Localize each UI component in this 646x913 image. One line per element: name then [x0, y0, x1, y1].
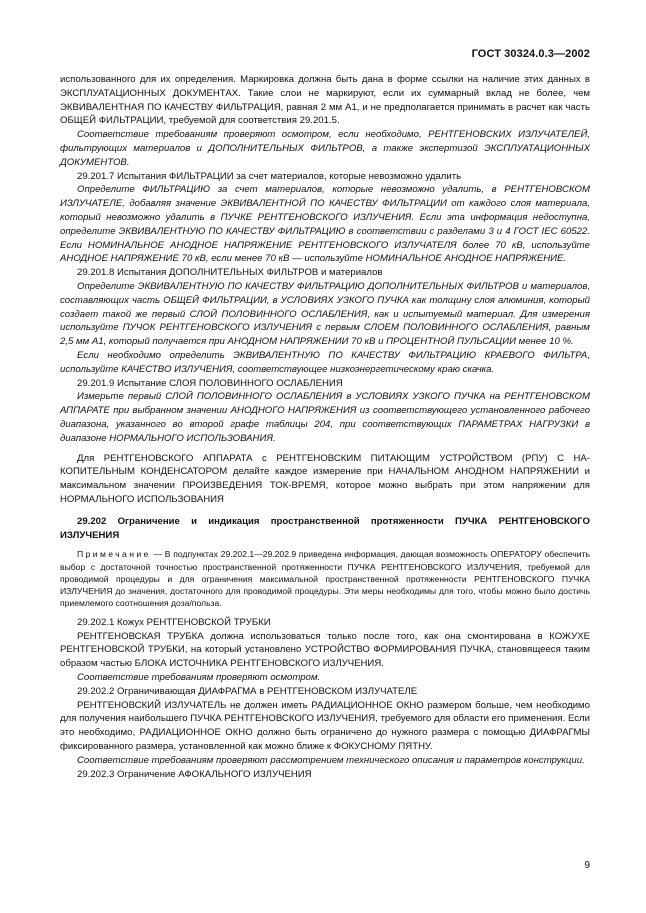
standard-header: ГОСТ 30324.0.3—2002: [471, 48, 590, 60]
note-text: — В подпунктах 29.202.1—29.202.9 приведена информация, дающая возможность ОПЕРАТОРУ обеспечить выбор с достаточной точностью пространственной протяженности ПУЧКА РЕНТГЕНОВСКОГО ИЗЛУЧЕНИЯ, требуемой для проводимой процедуры и для ограничения максимальной пространственной протяженности РЕНТГЕНОВСКОГО ПУЧКА ИЗЛУЧЕНИЯ до значения, достаточного для проводимой процедуры. Эти меры необходимы для того, чтобы можно было достичь приемлемого соотношения доза/польза.: [60, 549, 590, 609]
clause-29-201-8: 29.201.8 Испытания ДОПОЛНИТЕЛЬНЫХ ФИЛЬТРОВ и материалов: [77, 267, 383, 279]
section-heading-29-202: 29.202 Ограничение и индикация пространственной протяженности ПУЧКА РЕНТГЕНОВСКОГО ИЗЛУЧЕНИЯ: [60, 515, 590, 541]
clause-29-202-3: 29.202.3 Ограничение АФОКАЛЬНОГО ИЗЛУЧЕНИЯ: [77, 768, 312, 780]
paragraph-xray-tube-housing: РЕНТГЕНОВСКАЯ ТРУБКА должна использоваться только после того, как она смонтирована в КОЖУХЕ РЕНТГЕНОВСКОЙ ТРУБКИ, на который установлено УСТРОЙСТВО ФОРМИРОВАНИЯ ПУЧКА, становящееся таким образом частью БЛОКА ИСТОЧНИКА РЕНТГЕНОВСКОГО ИЗЛУЧЕНИЯ.: [60, 630, 590, 670]
paragraph-compliance-inspection: Соответствие требованиям проверяют осмотром, если необходимо, РЕНТГЕНОВСКИХ ИЗЛУЧАТЕЛЕЙ, фильтрующих материалов и ДОПОЛНИТЕЛЬНЫХ ФИЛЬТРОВ, а также экспертизой ЭКСПЛУАТАЦИОННЫХ ДОКУМЕНТОВ.: [60, 129, 590, 168]
clause-29-202-2: 29.202.2 Ограничивающая ДИАФРАГМА в РЕНТГЕНОВСКОМ ИЗЛУЧАТЕЛЕ: [77, 685, 418, 697]
paragraph-compliance-description: Соответствие требованиям проверяют рассмотрением технического описания и параметров конструкции.: [77, 754, 585, 766]
paragraph-edge-filter: Если необходимо определить ЭКВИВАЛЕНТНУЮ ПО КАЧЕСТВУ ФИЛЬТРАЦИЮ КРАЕВОГО ФИЛЬТРА, используйте КАЧЕСТВО ИЗЛУЧЕНИЯ, соответствующее низкоэнергетическому краю скачка.: [60, 349, 590, 375]
document-body: [60, 73, 590, 781]
paragraph-compliance-inspection-2: Соответствие требованиям проверяют осмотром.: [77, 671, 321, 683]
paragraph-determine-filtration: Определите ФИЛЬТРАЦИЮ за счет материалов, которые невозможно удалить, в РЕНТГЕНОВСКОМ ИЗЛУЧАТЕЛЕ, добавляя значение ЭКВИВАЛЕНТНОЙ ПО КАЧЕСТВУ ФИЛЬТРАЦИИ от каждого слоя материала, который невозможно удалить в ПУЧКЕ РЕНТГЕНОВСКОГО ИЗЛУЧЕНИЯ. Если эта информация недоступна, определите ЭКВИВАЛЕНТНУЮ ПО КАЧЕСТВУ ФИЛЬТРАЦИЮ в соответствии с разделами 3 и 4 ГОСТ IEC 60522. Если НОМИНАЛЬНОЕ АНОДНОЕ НАПРЯЖЕНИЕ РЕНТГЕНОВСКОГО ИЗЛУЧАТЕЛЯ более 70 кВ, используйте АНОДНОЕ НАПРЯЖЕНИЕ 70 кВ, если менее 70 кВ — используйте НОМИНАЛЬНОЕ АНОДНОЕ НАПРЯЖЕНИЕ.: [60, 184, 590, 265]
paragraph-additional-filters: Определите ЭКВИВАЛЕНТНУЮ ПО КАЧЕСТВУ ФИЛЬТРАЦИЮ ДОПОЛНИТЕЛЬНЫХ ФИЛЬТРОВ и материалов, составляющих часть ОБЩЕЙ ФИЛЬТРАЦИИ, в УСЛОВИЯХ УЗКОГО ПУЧКА как толщину слоя алюминия, который создает такой же первый СЛОЙ ПОЛОВИННОГО ОСЛАБЛЕНИЯ, как и испытуемый материал. Для измерения используйте ПУЧОК РЕНТГЕНОВСКОГО ИЗЛУЧЕНИЯ с первым СЛОЕМ ПОЛОВИННОГО ОСЛАБЛЕНИЯ, равным 2,5 мм А1, который получается при АНОДНОМ НАПРЯЖЕНИИ 70 кВ и ПРОЦЕНТНОЙ ПУЛЬСАЦИИ менее 10 %.: [60, 280, 590, 348]
note: [60, 548, 590, 609]
clause-29-202-1: 29.202.1 Кожух РЕНТГЕНОВСКОЙ ТРУБКИ: [77, 616, 271, 628]
paragraph-capacitor-generator: Для РЕНТГЕНОВСКОГО АППАРАТА с РЕНТГЕНОВСКИМ ПИТАЮЩИМ УСТРОЙСТВОМ (РПУ) С НАКОПИТЕЛЬНЫМ КОНДЕНСАТОРОМ делайте каждое измерение при НАЧАЛЬНОМ АНОДНОМ НАПРЯЖЕНИИ и максимальном значении ПРОИЗВЕДЕНИЯ ТОК-ВРЕМЯ, которое можно выбрать при этом напряжении для НОРМАЛЬНОГО ИСПОЛЬЗОВАНИЯ: [60, 452, 590, 505]
note-label: Примечание: [77, 549, 151, 560]
paragraph-half-value-layer: Измерьте первый СЛОЙ ПОЛОВИННОГО ОСЛАБЛЕНИЯ в УСЛОВИЯХ УЗКОГО ПУЧКА на РЕНТГЕНОВСКОМ АППАРАТЕ при выбранном значении АНОДНОГО НАПРЯЖЕНИЯ из соответствующего установленного рабочего диапазона, указанного во второй графе таблицы 204, при соответствующих ПАРАМЕТРАХ НАГРУЗКИ в диапазоне НОРМАЛЬНОГО ИСПОЛЬЗОВАНИЯ.: [60, 391, 590, 444]
clause-29-201-7: 29.201.7 Испытания ФИЛЬТРАЦИИ за счет материалов, которые невозможно удалить: [77, 170, 462, 182]
paragraph-marking: использованного для их определения. Маркировка должна быть дана в форме ссылки на наличие этих данных в ЭКСПЛУАТАЦИОННЫХ ДОКУМЕНТАХ. Такие слои не маркируют, если их суммарный вклад не более, чем ЭКВИВАЛЕНТНАЯ ПО КАЧЕСТВУ ФИЛЬТРАЦИЯ, равная 2 мм А1, и не предполагается принимать в расчет как часть ОБЩЕЙ ФИЛЬТРАЦИИ, требуемой для соответствия 29.201.5.: [60, 74, 590, 127]
paragraph-radiation-window: РЕНТГЕНОВСКИЙ ИЗЛУЧАТЕЛЬ не должен иметь РАДИАЦИОННОЕ ОКНО размером больше, чем необходимо для получения наибольшего ПУЧКА РЕНТГЕНОВСКОГО ИЗЛУЧЕНИЯ, требуемого для области его применения. Если это необходимо, РАДИАЦИОННОЕ ОКНО должно быть ограничено до нужного размера с помощью ДИАФРАГМЫ фиксированного размера, установленной как можно ближе к ФОКУСНОМУ ПЯТНУ.: [60, 699, 590, 752]
page-number: 9: [584, 860, 590, 871]
clause-29-201-9: 29.201.9 Испытание СЛОЯ ПОЛОВИННОГО ОСЛАБЛЕНИЯ: [77, 377, 343, 389]
